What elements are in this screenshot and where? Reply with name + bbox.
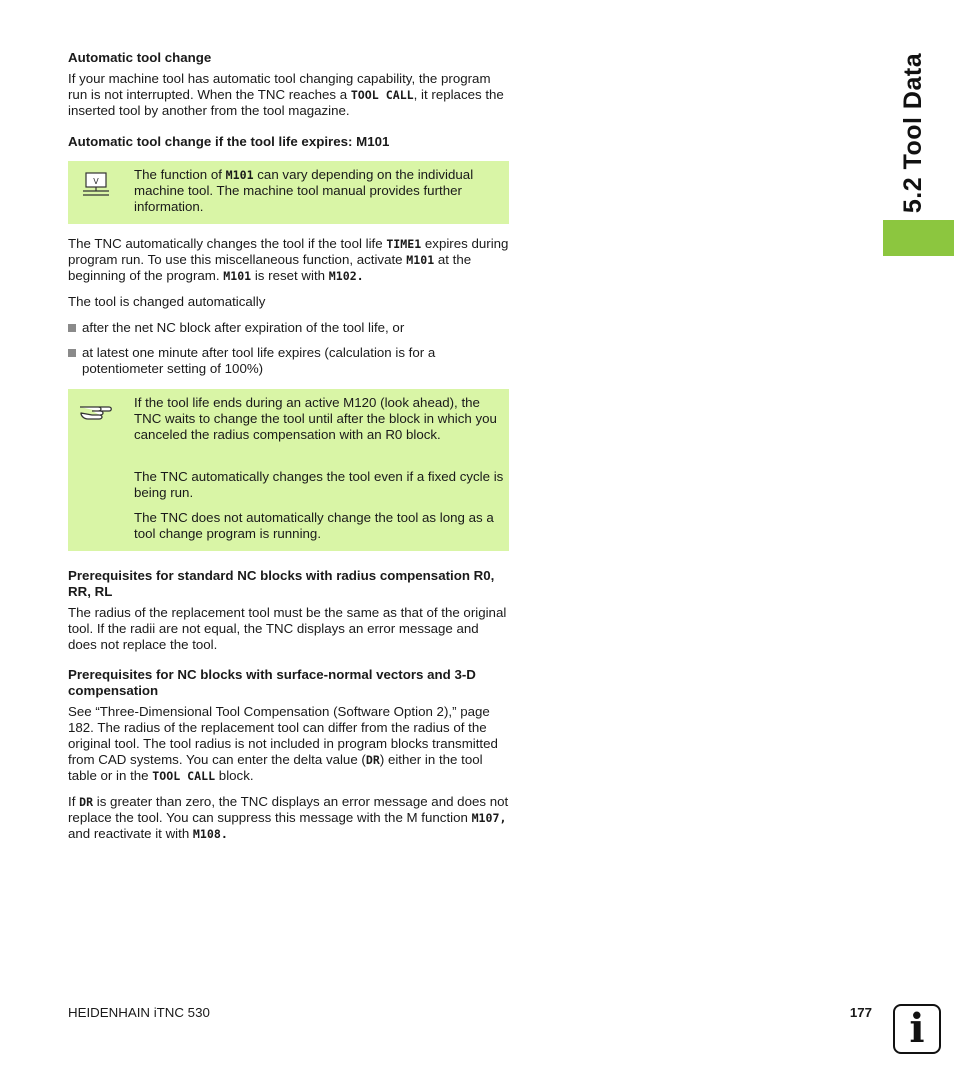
page-number: 177	[849, 1005, 872, 1020]
list-item-text: after the net NC block after expiration of the tool life, or	[82, 320, 405, 335]
list-item	[68, 345, 508, 377]
paragraph-radius-same: The radius of the replacement tool must be the same as that of the original tool. If the radii are not equal, the TNC displays an error message and does not replace the tool.	[68, 605, 507, 652]
heading-surface-normal-blocks: Prerequisites for NC blocks with surface-normal vectors and 3-D compensation	[68, 667, 476, 698]
bullet-square-icon	[68, 349, 76, 357]
paragraph-3d-compensation: See “Three-Dimensional Tool Compensation (Software Option 2),” page 182. The radius of the replacement tool can differ from the radius of the original tool. The tool radius is not included in program blocks transmitted from CAD systems. You can enter the delta value (DR) either in the tool table or in the TOOL CALL block.	[68, 704, 498, 783]
pointing-hand-icon	[78, 399, 114, 423]
chapter-side-title	[883, 50, 943, 215]
chapter-tab-marker	[883, 220, 954, 256]
info-icon	[893, 1004, 941, 1054]
heading-standard-nc-blocks: Prerequisites for standard NC blocks with radius compensation R0, RR, RL	[68, 568, 495, 599]
heading-automatic-tool-change: Automatic tool change	[68, 50, 212, 65]
bullet-square-icon	[68, 324, 76, 332]
svg-text:V: V	[93, 177, 99, 186]
info-glyph: i	[909, 1005, 925, 1052]
machine-tool-icon	[81, 171, 111, 199]
paragraph-tool-life: The TNC automatically changes the tool if the tool life TIME1 expires during program run. To use this miscellaneous function, activate M101 at the beginning of the program. M101 is reset with M102.	[68, 236, 509, 283]
list-item	[68, 320, 508, 336]
heading-tool-life-m101: Automatic tool change if the tool life expires: M101	[68, 134, 390, 149]
machine-note-text: The function of M101 can vary depending on the individual machine tool. The machine tool manual provides further information.	[134, 167, 474, 214]
list-item-text: at latest one minute after tool life expires (calculation is for a potentiometer setting of 100%)	[82, 345, 436, 376]
paragraph-dr-greater-zero: If DR is greater than zero, the TNC displays an error message and does not replace the tool. You can suppress this message with the M function M107, and reactivate it with M108.	[68, 794, 509, 841]
footer-product-name: HEIDENHAIN iTNC 530	[68, 1005, 210, 1020]
chapter-title-text: 5.2 Tool Data	[899, 52, 927, 213]
hint-text-fixed-cycle: The TNC automatically changes the tool even if a fixed cycle is being run.	[134, 469, 504, 500]
hint-note-box	[68, 389, 509, 551]
machine-note-box	[68, 161, 509, 224]
hint-text-m120: If the tool life ends during an active M120 (look ahead), the TNC waits to change the tool until after the block in which you canceled the radius compensation with an R0 block.	[134, 395, 497, 442]
hint-text-tool-change-program: The TNC does not automatically change the tool as long as a tool change program is running.	[134, 510, 494, 541]
paragraph-auto-tool-change: If your machine tool has automatic tool changing capability, the program run is not interrupted. When the TNC reaches a TOOL CALL, it replaces the inserted tool by another from the tool magazine.	[68, 71, 504, 118]
paragraph-changed-auto: The tool is changed automatically	[68, 294, 266, 309]
